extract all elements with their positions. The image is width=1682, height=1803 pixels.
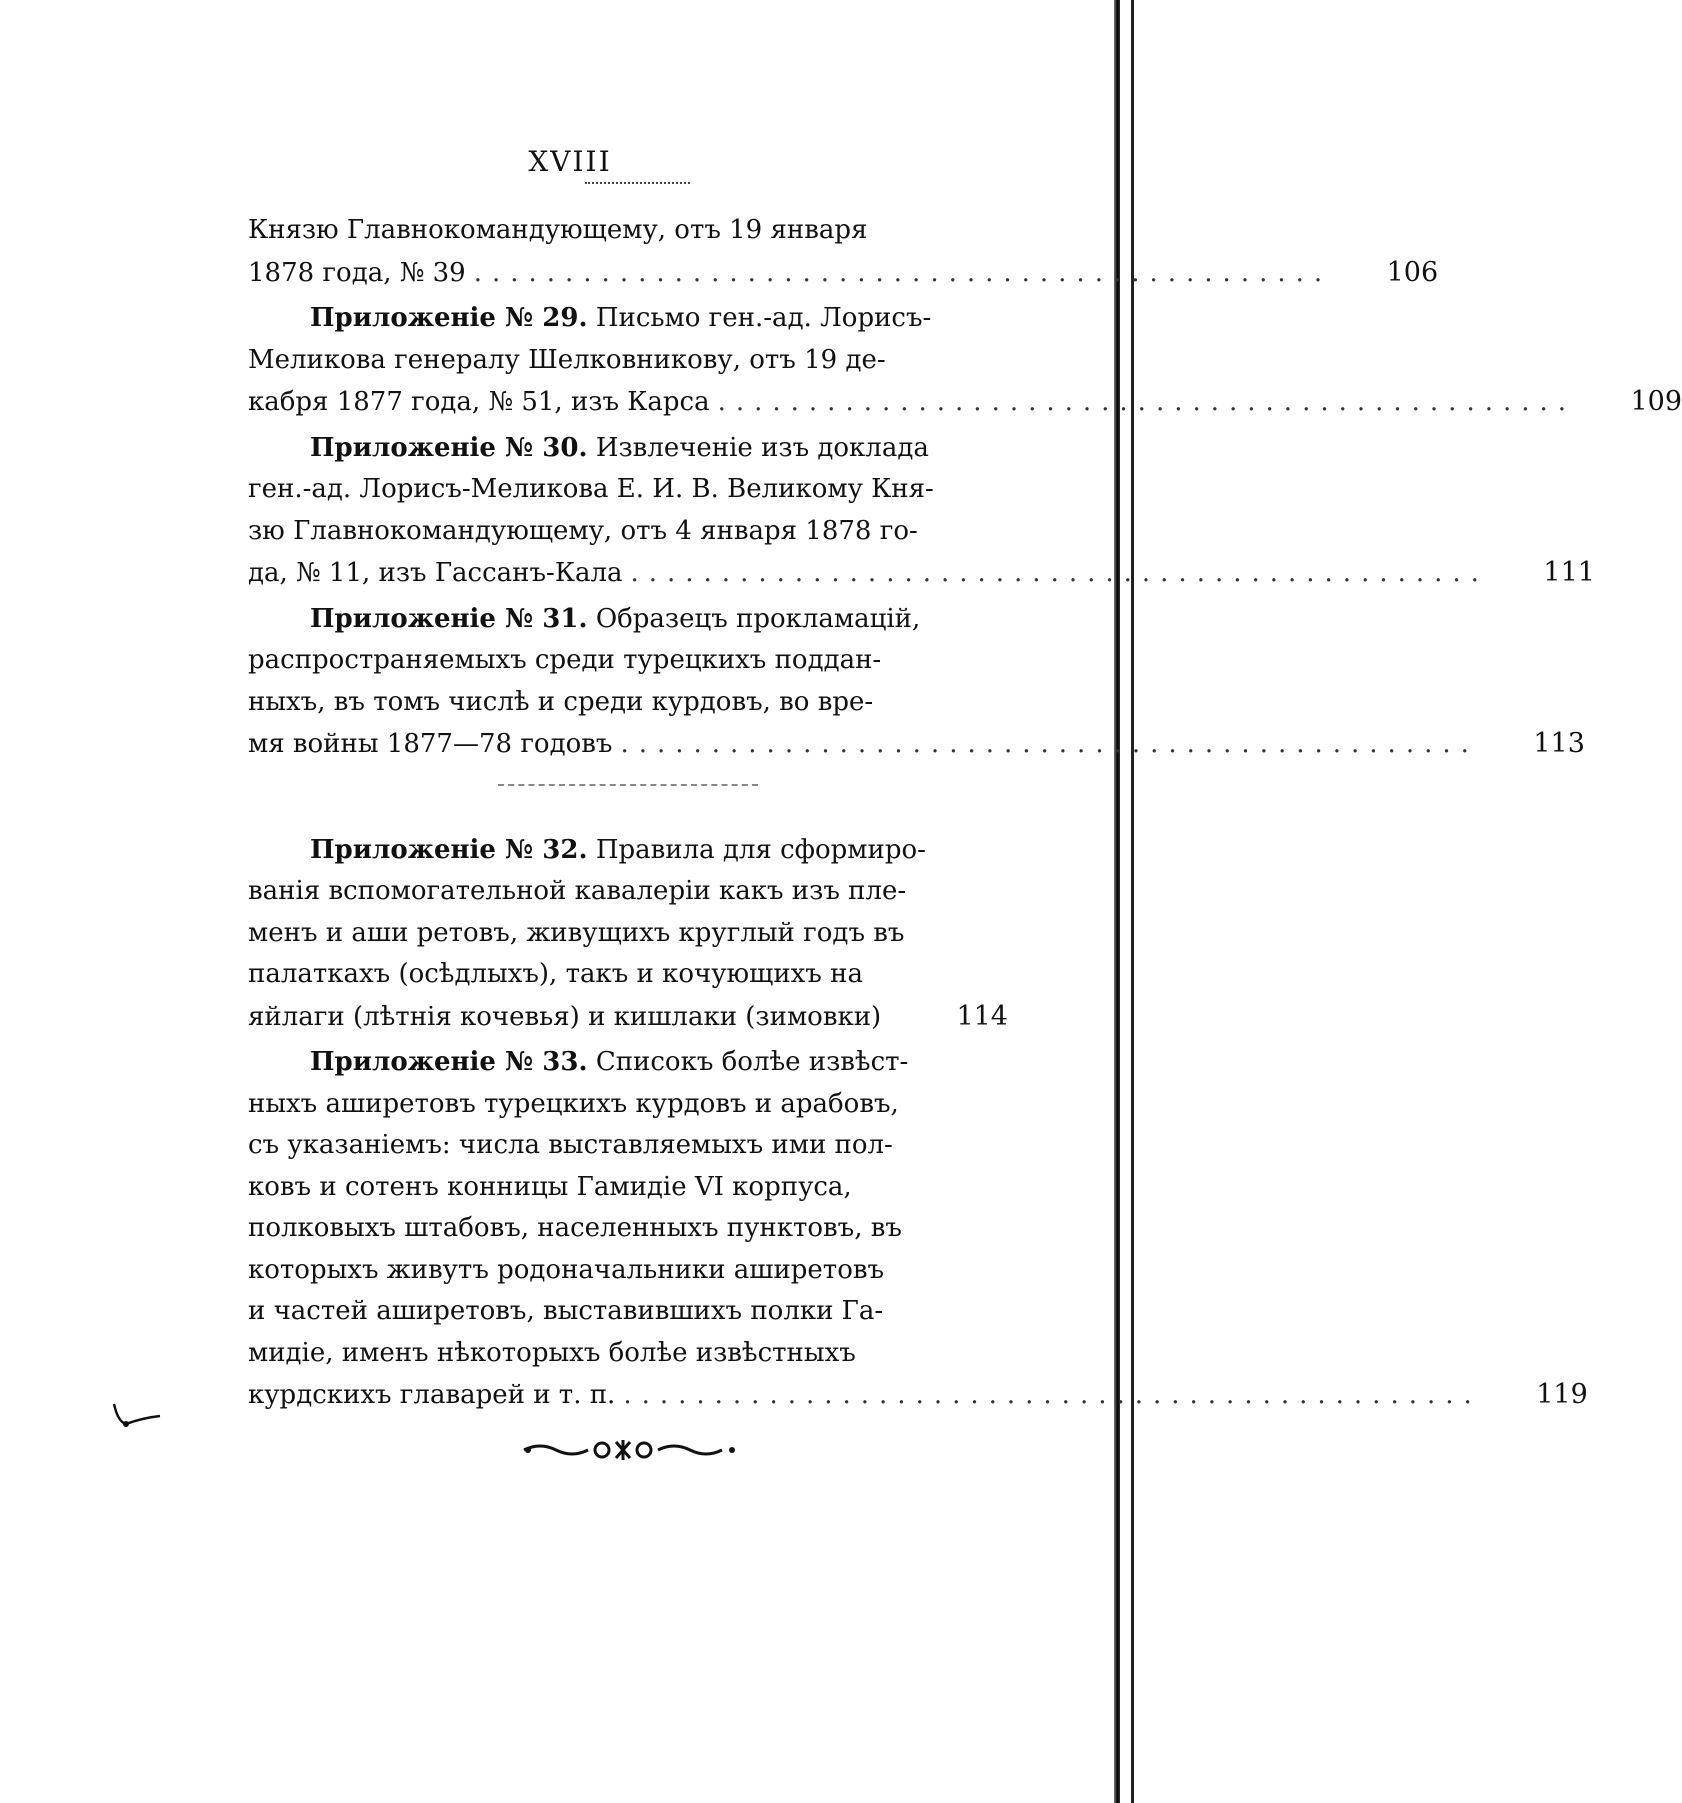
entry-title: Списокъ болѣе извѣст- (595, 1047, 909, 1077)
entry-last-line (248, 252, 1439, 295)
entry-last-line (248, 381, 1682, 424)
page-header: XVIII (528, 145, 612, 178)
entry-line: полковыхъ штабовъ, населенныхъ пунктовъ, въ (248, 1213, 902, 1243)
dot-leader: ............................................... (620, 729, 1479, 759)
page-number: 111 (1543, 557, 1595, 588)
dot-leader: ............................................... (717, 387, 1577, 417)
entry-line: ныхъ ашиpетовъ турецкихъ курдовъ и арабовъ, (248, 1088, 899, 1119)
toc-entry (248, 298, 1682, 424)
entry-last-line (248, 723, 1585, 766)
ornament-icon (520, 1438, 740, 1462)
entry-line: мидіе, именъ нѣкоторыхъ болѣе извѣстныхъ (248, 1337, 856, 1368)
entry-line: менъ и аши ретовъ, живущихъ круглый годъ въ (248, 917, 905, 948)
entry-title: Образецъ прокламацій, (595, 603, 921, 634)
entry-line: Меликова генералу Шелковникову, отъ 19 де- (248, 344, 886, 375)
entry-tail: да, № 11, изъ Гассанъ-Кала (248, 558, 623, 588)
entry-line: ковъ и сотенъ конницы Гамидіе VI корпуса, (248, 1171, 852, 1202)
appendix-label: Приложеніе № 31. (310, 603, 588, 634)
entry-line: съ указаніемъ: числа выставляемыхъ ими пол- (248, 1130, 893, 1160)
entry-first-line (248, 599, 1008, 641)
entry-line: палаткахъ (осѣдлыхъ), такъ и кочующихъ на (248, 959, 863, 989)
toc-entry (248, 1042, 1588, 1417)
entry-title: Извлеченіе изъ доклада (595, 432, 929, 463)
entry-first-line (248, 428, 1008, 470)
dot-leader: ............................................... (623, 1380, 1482, 1410)
entry-first-line (248, 1042, 1008, 1084)
page-number: 113 (1533, 728, 1585, 759)
entry-line: распространяемыхъ среди турецкихъ поддан- (248, 645, 882, 675)
entry-first-line (248, 830, 1008, 872)
entry-line: и частей аширетовъ, выставившихъ полки Га- (248, 1296, 884, 1326)
appendix-label: Приложеніе № 29. (310, 303, 588, 333)
appendix-label: Приложеніе № 32. (310, 834, 588, 865)
entry-title: Письмо ген.-ад. Лорисъ- (595, 303, 932, 333)
entry-tail: мя войны 1877—78 годовъ (248, 729, 613, 759)
header-rule (585, 182, 690, 184)
toc-entry (248, 210, 1439, 294)
entry-tail: курдскихъ главарей и т. п. (248, 1380, 616, 1410)
dot-leader: ............................................... (473, 257, 1333, 288)
entry-last-line (248, 1374, 1588, 1417)
entry-line: ныхъ, въ томъ числѣ и среди курдовъ, во вре- (248, 686, 874, 717)
page-number: 106 (1386, 256, 1439, 288)
entry-line: зю Главнокомандующему, отъ 4 января 1878 го- (248, 515, 918, 546)
dot-leader: ............................................... (630, 558, 1489, 588)
section-divider (248, 772, 1008, 810)
entry-line: ванія вспомогательной кавалеріи какъ изъ пле- (248, 876, 907, 906)
toc-entry (248, 599, 1585, 766)
entry-tail: кабря 1877 года, № 51, изъ Карса (248, 387, 710, 417)
entry-tail: яйлаги (лѣтнія кочевья) и кишлаки (зимовки) (248, 1001, 882, 1032)
appendix-label: Приложеніе № 30. (310, 432, 588, 463)
page-number: 119 (1536, 1379, 1588, 1410)
appendix-label: Приложеніе № 33. (310, 1047, 588, 1077)
entry-line: ген.-ад. Лорисъ-Меликова Е. И. В. Великому Кня- (248, 474, 934, 504)
page-number: 109 (1630, 386, 1682, 417)
table-of-contents (248, 210, 1682, 1417)
toc-entry (248, 428, 1595, 595)
margin-mark-icon (112, 1400, 162, 1435)
entry-last-line (248, 552, 1595, 595)
entry-tail: 1878 года, № 39 (248, 257, 466, 288)
page-number: 114 (956, 1000, 1008, 1032)
entry-title: Правила для сформиро- (595, 834, 926, 865)
entry-line: которыхъ живутъ родоначальники аширетовъ (248, 1254, 885, 1285)
entry-line: Князю Главнокомандующему, отъ 19 января (248, 215, 868, 245)
toc-entry (248, 830, 1008, 1039)
entry-last-line (248, 996, 1008, 1039)
entry-first-line (248, 298, 1008, 340)
